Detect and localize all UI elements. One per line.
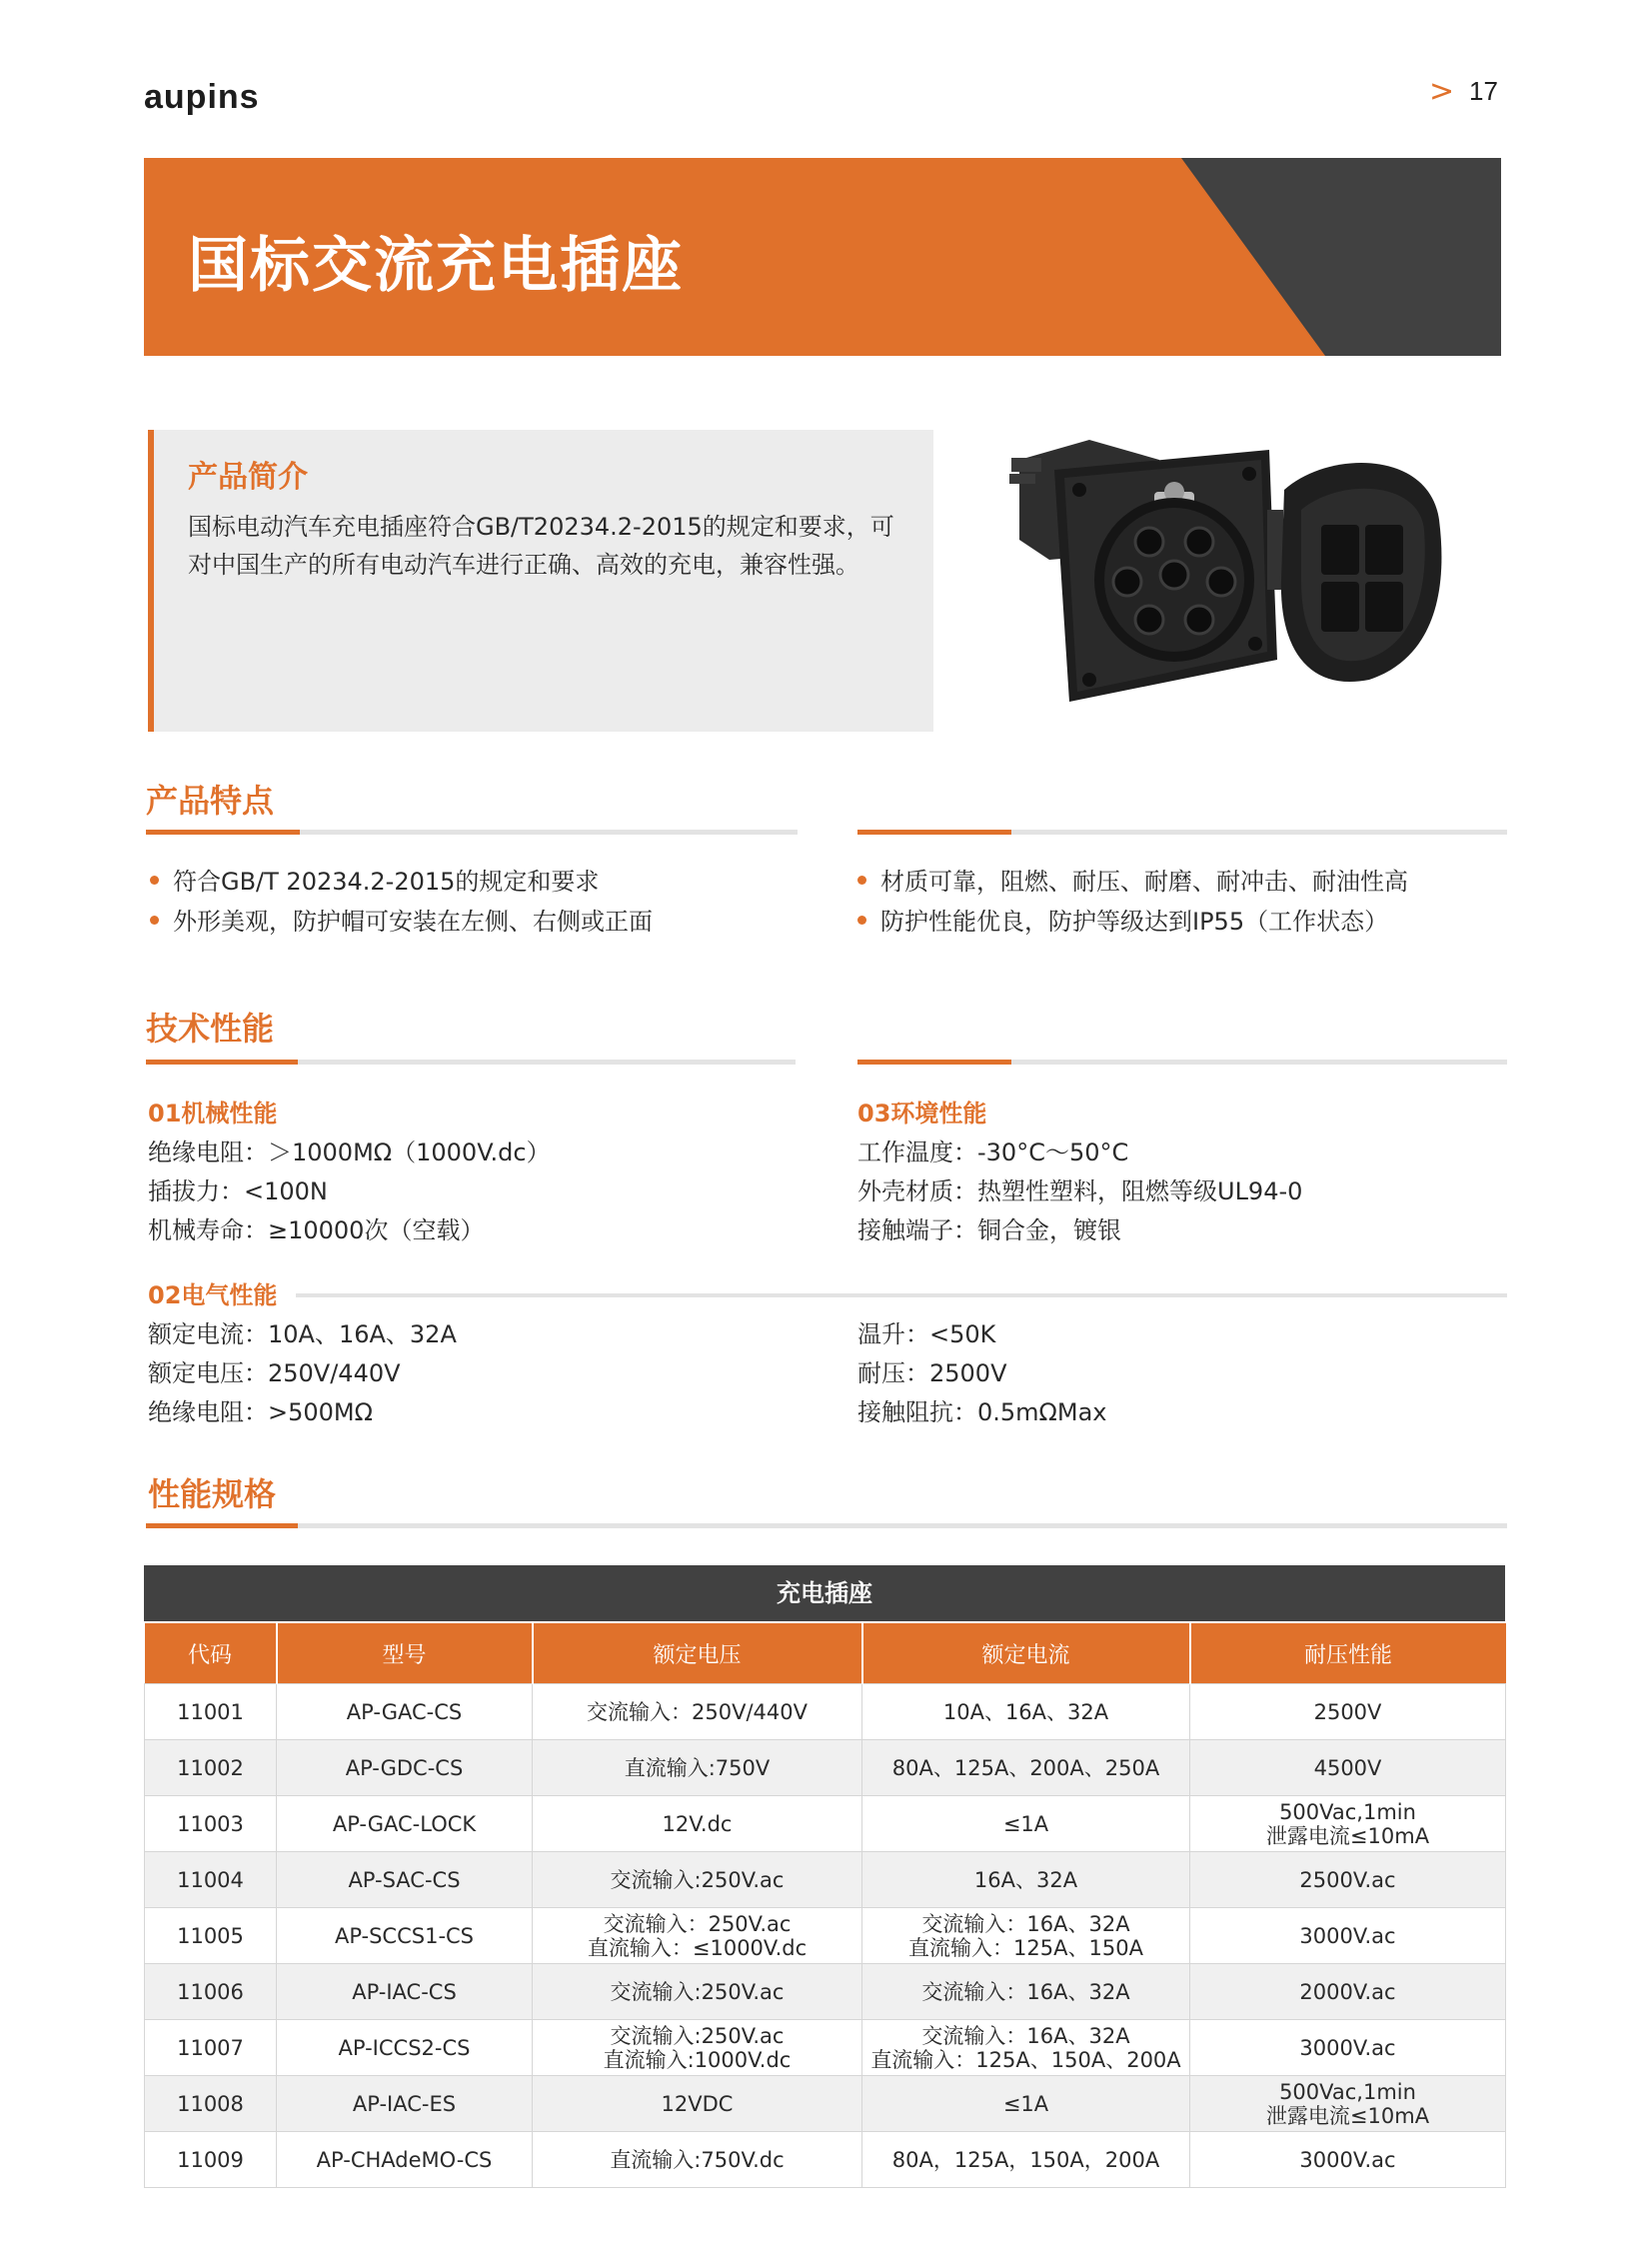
cell-code: 11008 xyxy=(145,2076,277,2132)
cell-withstand: 2500V xyxy=(1190,1684,1506,1740)
cell-voltage: 交流输入：250V/440V xyxy=(533,1684,862,1740)
table-header-row xyxy=(145,1623,1506,1684)
banner-dark-shape xyxy=(1181,158,1501,356)
cell-current: 交流输入：16A、32A xyxy=(862,1964,1190,2020)
cell-code: 11006 xyxy=(145,1964,277,2020)
cell-code: 11005 xyxy=(145,1908,277,1964)
mech-title: 01机械性能 xyxy=(148,1100,278,1127)
cell-model: AP-SCCS1-CS xyxy=(277,1908,533,1964)
cell-voltage: 交流输入:250V.ac xyxy=(533,1852,862,1908)
col-model: 型号 xyxy=(277,1623,533,1684)
cell-current: 10A、16A、32A xyxy=(862,1684,1190,1740)
env-title: 03环境性能 xyxy=(857,1100,987,1127)
cell-model: AP-IAC-ES xyxy=(277,2076,533,2132)
cell-current: ≤1A xyxy=(862,1796,1190,1852)
list-item: 防护性能优良，防护等级达到IP55（工作状态） xyxy=(857,902,1408,942)
table-row xyxy=(145,1740,1506,1796)
page-number: 17 xyxy=(1469,76,1498,106)
spec-line: 温升：<50K xyxy=(857,1320,996,1348)
table-row xyxy=(145,2132,1506,2188)
features-title: 产品特点 xyxy=(146,782,275,820)
cell-withstand: 4500V xyxy=(1190,1740,1506,1796)
tech-rule-left-accent xyxy=(146,1060,298,1065)
spec-table xyxy=(144,1623,1506,2188)
tech-title: 技术性能 xyxy=(146,1010,275,1048)
chevron-right-icon: > xyxy=(1429,74,1455,109)
dot-icon xyxy=(150,876,159,885)
page-title: 国标交流充电插座 xyxy=(188,231,684,301)
cell-voltage: 直流输入:750V.dc xyxy=(533,2132,862,2188)
table-row xyxy=(145,1684,1506,1740)
table-row xyxy=(145,2076,1506,2132)
elec-specs-left xyxy=(148,1315,457,1432)
cell-code: 11002 xyxy=(145,1740,277,1796)
cell-model: AP-GDC-CS xyxy=(277,1740,533,1796)
features-rule-left-accent xyxy=(146,830,300,835)
elec-title: 02电气性能 xyxy=(148,1281,278,1309)
cell-model: AP-GAC-LOCK xyxy=(277,1796,533,1852)
elec-rule xyxy=(296,1293,1507,1297)
cell-withstand: 3000V.ac xyxy=(1190,2132,1506,2188)
specs-rule-accent xyxy=(146,1523,298,1528)
cell-model: AP-SAC-CS xyxy=(277,1852,533,1908)
brand-logo: aupins xyxy=(144,78,260,116)
spec-line: 绝缘电阻：＞1000MΩ（1000V.dc） xyxy=(148,1138,551,1166)
title-banner xyxy=(144,158,1501,356)
spec-line: 额定电流：10A、16A、32A xyxy=(148,1320,457,1348)
dot-icon xyxy=(857,876,866,885)
spec-line: 接触端子：铜合金，镀银 xyxy=(857,1216,1121,1244)
cell-code: 11004 xyxy=(145,1852,277,1908)
cell-model: AP-IAC-CS xyxy=(277,1964,533,2020)
spec-line: 插拔力：<100N xyxy=(148,1177,328,1205)
table-row xyxy=(145,1964,1506,2020)
cell-current: ≤1A xyxy=(862,2076,1190,2132)
product-image xyxy=(1009,430,1449,730)
cell-current: 80A、125A、200A、250A xyxy=(862,1740,1190,1796)
cell-withstand: 3000V.ac xyxy=(1190,2020,1506,2076)
list-item: 材质可靠，阻燃、耐压、耐磨、耐冲击、耐油性高 xyxy=(857,862,1408,902)
cell-code: 11007 xyxy=(145,2020,277,2076)
list-item: 外形美观，防护帽可安装在左侧、右侧或正面 xyxy=(150,902,653,942)
cell-voltage: 交流输入:250V.ac xyxy=(533,1964,862,2020)
cell-voltage: 12VDC xyxy=(533,2076,862,2132)
dot-icon xyxy=(150,916,159,925)
col-withstand: 耐压性能 xyxy=(1190,1623,1506,1684)
spec-line: 额定电压：250V/440V xyxy=(148,1359,401,1387)
cell-voltage: 交流输入：250V.ac 直流输入：≤1000V.dc xyxy=(533,1908,862,1964)
cell-model: AP-CHAdeMO-CS xyxy=(277,2132,533,2188)
intro-text: 国标电动汽车充电插座符合GB/T20234.2-2015的规定和要求，可对中国生产的所有电动汽车进行正确、高效的充电，兼容性强。 xyxy=(188,513,894,579)
elec-specs-right xyxy=(857,1315,1107,1432)
specs-rule xyxy=(146,1523,1507,1528)
cell-withstand: 2000V.ac xyxy=(1190,1964,1506,2020)
cell-withstand: 500Vac,1min 泄露电流≤10mA xyxy=(1190,1796,1506,1852)
cell-voltage: 直流输入:750V xyxy=(533,1740,862,1796)
features-rule-right-accent xyxy=(857,830,1011,835)
spec-line: 工作温度：-30°C～50°C xyxy=(857,1138,1129,1166)
cell-voltage: 交流输入:250V.ac 直流输入:1000V.dc xyxy=(533,2020,862,2076)
cell-model: AP-GAC-CS xyxy=(277,1684,533,1740)
env-specs xyxy=(857,1133,1302,1250)
spec-line: 外壳材质：热塑性塑料，阻燃等级UL94-0 xyxy=(857,1177,1303,1205)
col-voltage: 额定电压 xyxy=(533,1623,862,1684)
tech-rule-right-accent xyxy=(857,1060,1011,1065)
specs-title: 性能规格 xyxy=(148,1475,277,1513)
col-code: 代码 xyxy=(145,1623,277,1684)
intro-title: 产品简介 xyxy=(188,460,308,495)
cell-withstand: 3000V.ac xyxy=(1190,1908,1506,1964)
cell-current: 交流输入：16A、32A 直流输入：125A、150A、200A xyxy=(862,2020,1190,2076)
spec-line: 机械寿命：≥10000次（空载） xyxy=(148,1216,485,1244)
cell-code: 11001 xyxy=(145,1684,277,1740)
table-row xyxy=(145,2020,1506,2076)
cell-current: 80A，125A，150A，200A xyxy=(862,2132,1190,2188)
spec-line: 绝缘电阻：>500MΩ xyxy=(148,1398,373,1426)
table-row xyxy=(145,1796,1506,1852)
cell-voltage: 12V.dc xyxy=(533,1796,862,1852)
table-row xyxy=(145,1852,1506,1908)
spec-line: 耐压：2500V xyxy=(857,1359,1007,1387)
cell-code: 11009 xyxy=(145,2132,277,2188)
cell-code: 11003 xyxy=(145,1796,277,1852)
table-title: 充电插座 xyxy=(144,1565,1505,1621)
dot-icon xyxy=(857,916,866,925)
table-row xyxy=(145,1908,1506,1964)
cell-withstand: 2500V.ac xyxy=(1190,1852,1506,1908)
col-current: 额定电流 xyxy=(862,1623,1190,1684)
cell-current: 交流输入：16A、32A 直流输入：125A、150A xyxy=(862,1908,1190,1964)
spec-line: 接触阻抗：0.5mΩMax xyxy=(857,1398,1107,1426)
cell-current: 16A、32A xyxy=(862,1852,1190,1908)
intro-accent-bar xyxy=(148,430,154,732)
list-item: 符合GB/T 20234.2-2015的规定和要求 xyxy=(150,862,653,902)
feature-list-left xyxy=(150,862,653,942)
cell-model: AP-ICCS2-CS xyxy=(277,2020,533,2076)
feature-list-right xyxy=(857,862,1408,942)
mech-specs xyxy=(148,1133,551,1250)
cell-withstand: 500Vac,1min 泄露电流≤10mA xyxy=(1190,2076,1506,2132)
